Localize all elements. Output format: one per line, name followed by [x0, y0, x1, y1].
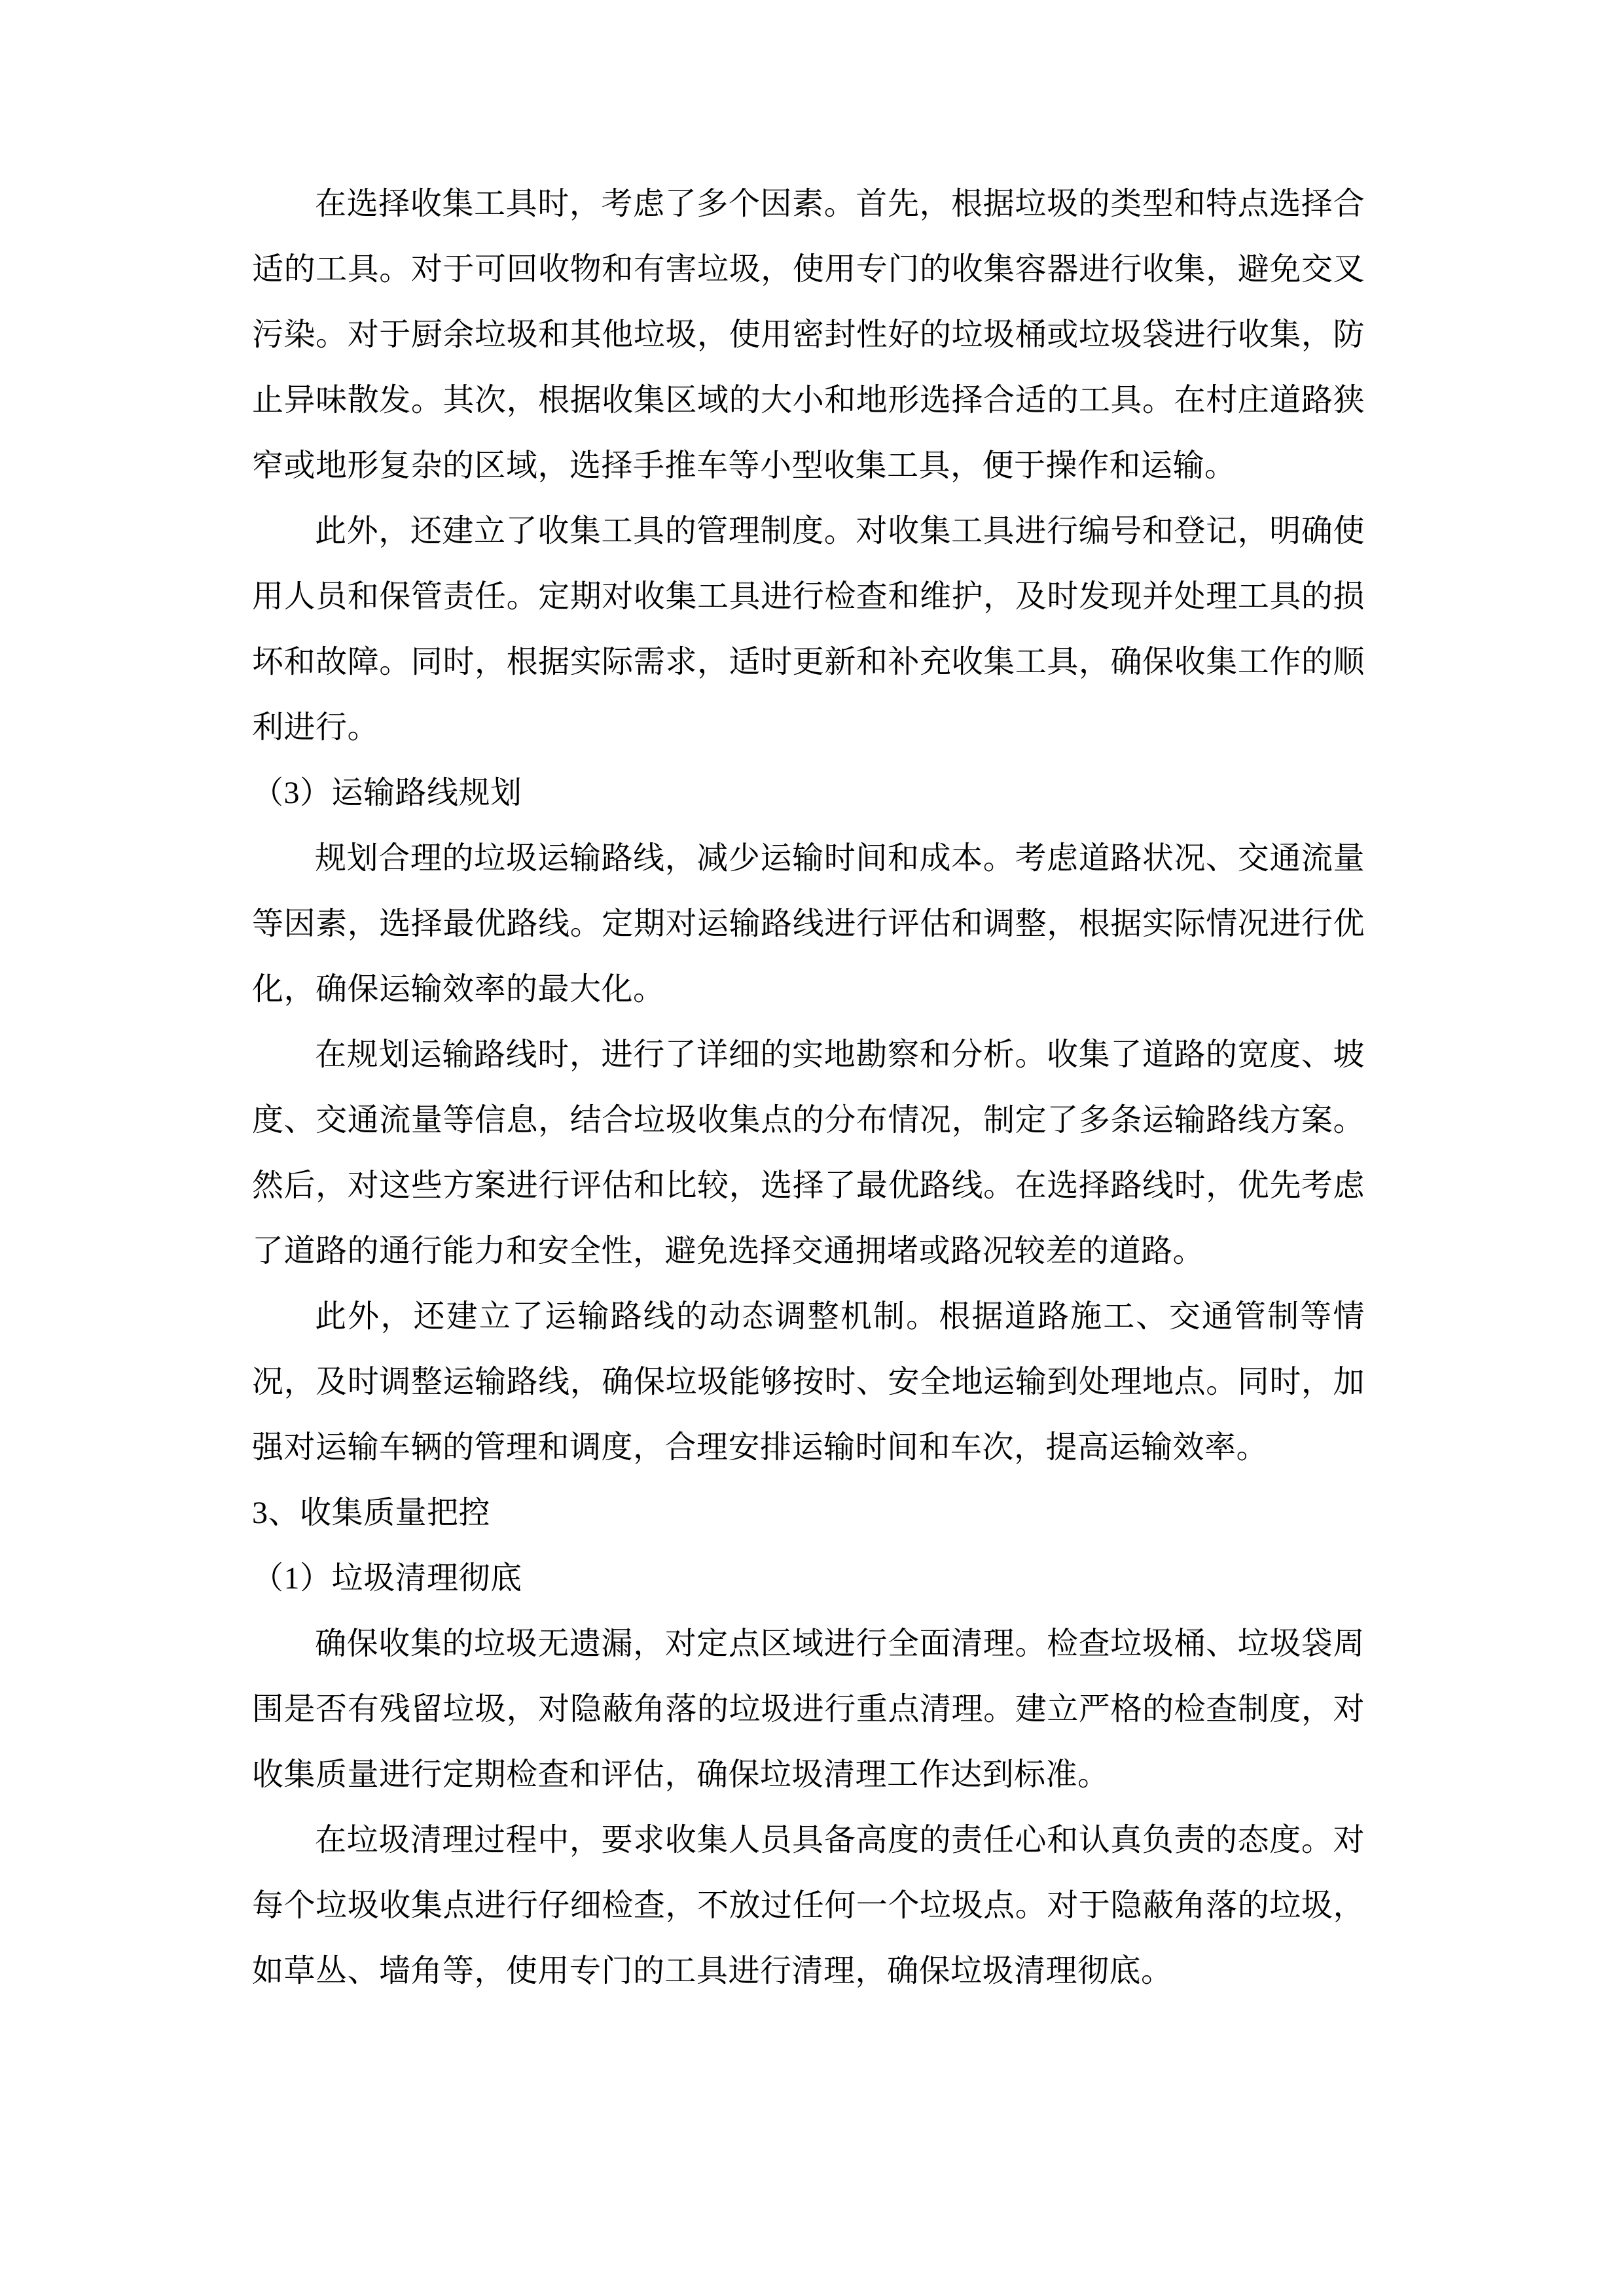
paragraph: 在规划运输路线时，进行了详细的实地勘察和分析。收集了道路的宽度、坡度、交通流量等信息，结合垃圾收集点的分布情况，制定了多条运输路线方案。然后，对这些方案进行评估和比较，选择了最优路线。在选择路线时，优先考虑了道路的通行能力和安全性，避免选择交通拥堵或路况较差的道路。 [252, 1037, 1365, 1268]
section-heading: （3）运输路线规划 [252, 776, 522, 810]
paragraph: 规划合理的垃圾运输路线，减少运输时间和成本。考虑道路状况、交通流量等因素，选择最优路线。定期对运输路线进行评估和调整，根据实际情况进行优化，确保运输效率的最大化。 [252, 841, 1365, 1007]
paragraph: 此外，还建立了运输路线的动态调整机制。根据道路施工、交通管制等情况，及时调整运输路线，确保垃圾能够按时、安全地运输到处理地点。同时，加强对运输车辆的管理和调度，合理安排运输时间和车次，提高运输效率。 [252, 1299, 1365, 1465]
document-content [252, 171, 1365, 2004]
paragraph: 此外，还建立了收集工具的管理制度。对收集工具进行编号和登记，明确使用人员和保管责任。定期对收集工具进行检查和维护，及时发现并处理工具的损坏和故障。同时，根据实际需求，适时更新和补充收集工具，确保收集工作的顺利进行。 [252, 514, 1365, 745]
paragraph: 确保收集的垃圾无遗漏，对定点区域进行全面清理。检查垃圾桶、垃圾袋周围是否有残留垃圾，对隐蔽角落的垃圾进行重点清理。建立严格的检查制度，对收集质量进行定期检查和评估，确保垃圾清理工作达到标准。 [252, 1626, 1365, 1792]
paragraph: 在垃圾清理过程中，要求收集人员具备高度的责任心和认真负责的态度。对每个垃圾收集点进行仔细检查，不放过任何一个垃圾点。对于隐蔽角落的垃圾，如草丛、墙角等，使用专门的工具进行清理，确保垃圾清理彻底。 [252, 1823, 1365, 1988]
section-heading: 3、收集质量把控 [252, 1496, 491, 1530]
section-heading: （1）垃圾清理彻底 [252, 1561, 522, 1596]
paragraph: 在选择收集工具时，考虑了多个因素。首先，根据垃圾的类型和特点选择合适的工具。对于可回收物和有害垃圾，使用专门的收集容器进行收集，避免交叉污染。对于厨余垃圾和其他垃圾，使用密封性好的垃圾桶或垃圾袋进行收集，防止异味散发。其次，根据收集区域的大小和地形选择合适的工具。在村庄道路狭窄或地形复杂的区域，选择手推车等小型收集工具，便于操作和运输。 [252, 187, 1365, 483]
